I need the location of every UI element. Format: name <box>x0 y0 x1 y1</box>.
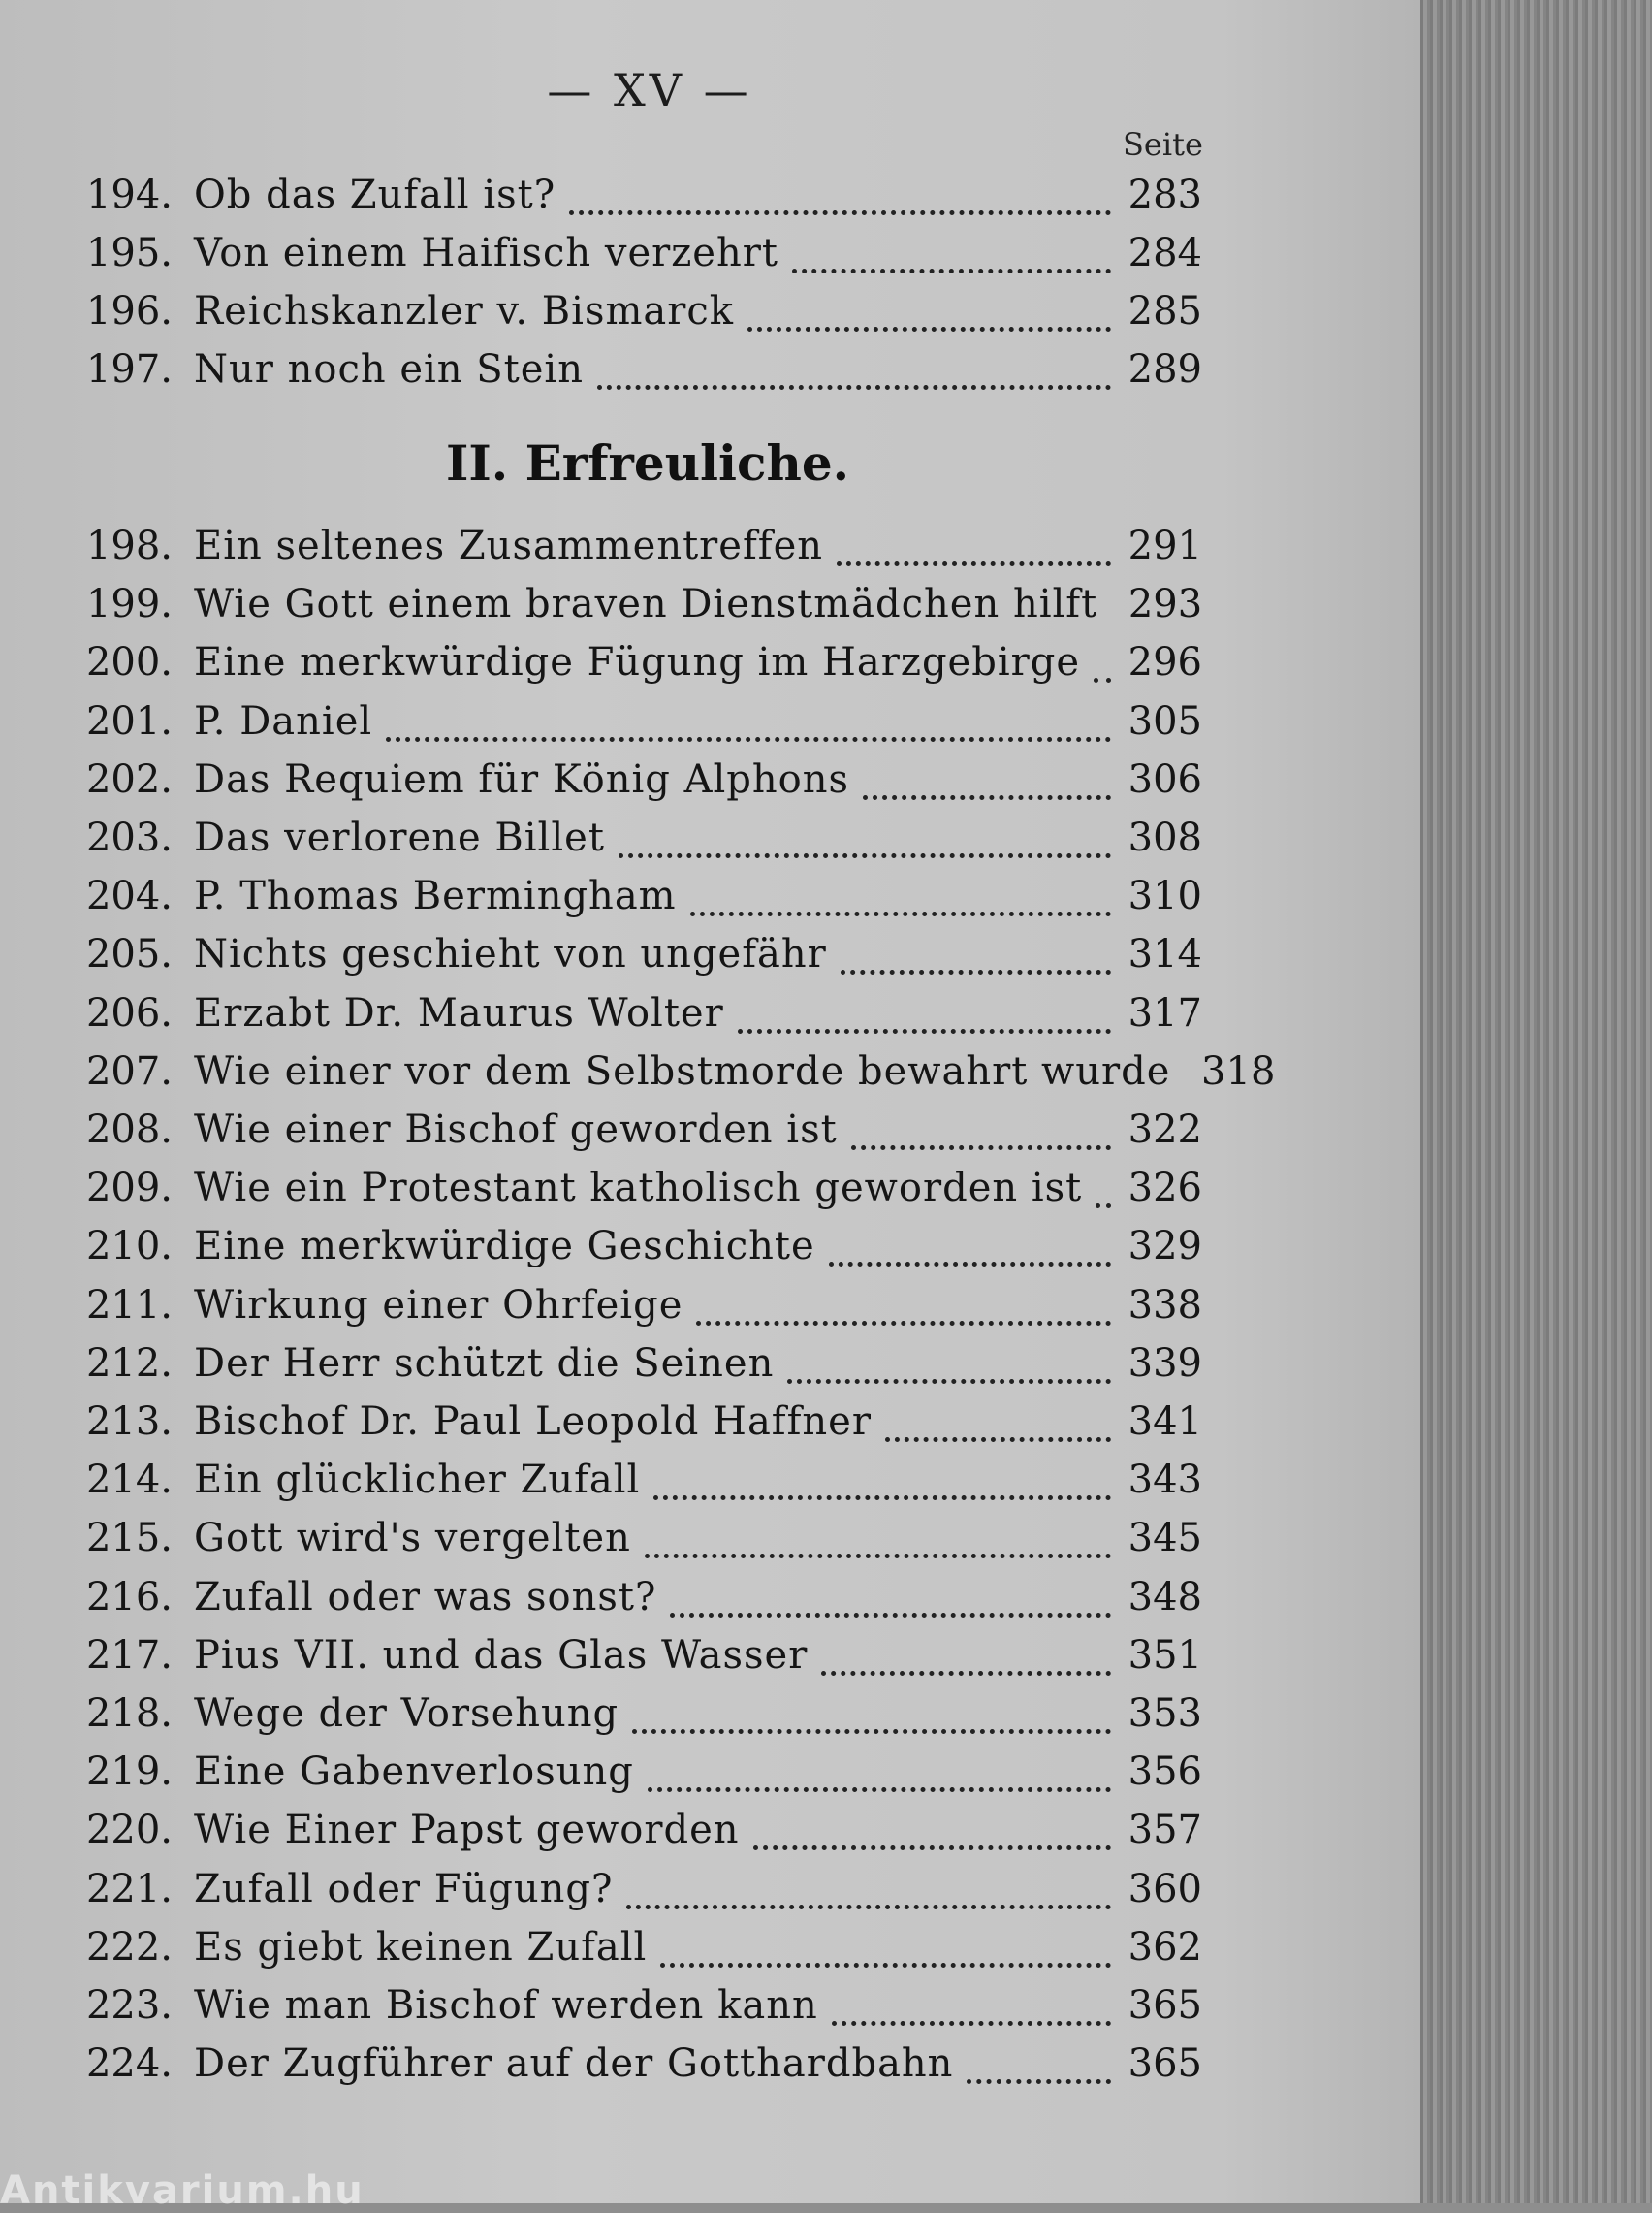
toc-entry-title: Gott wird's vergelten <box>194 1516 631 1561</box>
toc-entry-page: 308 <box>1128 816 1202 860</box>
toc-leader-dots <box>696 1320 1111 1326</box>
toc-entry-number: 219. <box>85 1749 173 1795</box>
toc-entry <box>58 582 1202 636</box>
toc-entry-page: 289 <box>1128 347 1202 392</box>
toc-entry <box>58 1925 1202 1979</box>
toc-entry-number: 205. <box>85 932 173 978</box>
toc-entry-title: Wie einer vor dem Selbstmorde bewahrt wurde <box>194 1048 1171 1094</box>
toc-entry <box>58 231 1202 285</box>
toc-entry-number: 196. <box>85 289 173 334</box>
toc-entry-page: 317 <box>1128 990 1202 1036</box>
toc-entry <box>58 816 1202 870</box>
toc-entry-number: 221. <box>85 1866 173 1911</box>
page-column-label: Seite <box>1123 126 1203 163</box>
toc-entry-title: Bischof Dr. Paul Leopold Haffner <box>194 1399 872 1444</box>
toc-entry-title: Erzabt Dr. Maurus Wolter <box>194 990 724 1036</box>
toc-entry-title: P. Thomas Bermingham <box>194 874 677 919</box>
toc-entry-title: Es giebt keinen Zufall <box>194 1924 648 1970</box>
toc-entry-title: Eine merkwürdige Fügung im Harzgebirge <box>194 640 1081 686</box>
toc-leader-dots <box>670 1612 1111 1618</box>
toc-entry <box>58 1341 1202 1395</box>
toc-entry-page: 291 <box>1128 524 1202 568</box>
toc-entry-page: 284 <box>1128 231 1202 275</box>
toc-leader-dots <box>851 1144 1111 1150</box>
toc-entry-number: 210. <box>85 1224 173 1269</box>
toc-entry-title: Wie Gott einem braven Dienstmädchen hilft <box>194 582 1098 627</box>
toc-leader-dots <box>653 1494 1111 1500</box>
toc-entry-title: Wie einer Bischof geworden ist <box>194 1107 838 1152</box>
toc-leader-dots <box>821 1670 1111 1676</box>
toc-entry <box>58 1224 1202 1278</box>
toc-entry-title: Wege der Vorsehung <box>194 1691 620 1736</box>
toc-entry-title: Der Herr schützt die Seinen <box>194 1340 775 1386</box>
toc-entry-page: 318 <box>1201 1048 1276 1094</box>
toc-entry-title: Zufall oder Fügung? <box>194 1866 614 1911</box>
toc-leader-dots <box>632 1728 1111 1734</box>
toc-entry <box>58 1808 1202 1862</box>
toc-entry <box>58 699 1202 754</box>
toc-entry-number: 197. <box>85 347 173 392</box>
toc-entry <box>58 1458 1202 1512</box>
toc-entry-page: 356 <box>1128 1749 1202 1795</box>
toc-entry-number: 216. <box>85 1574 173 1620</box>
toc-entry-title: Ein glücklicher Zufall <box>194 1458 641 1503</box>
toc-leader-dots <box>832 2020 1111 2026</box>
toc-leader-dots <box>690 911 1111 916</box>
toc-entry-page: 326 <box>1128 1166 1202 1211</box>
toc-entry-page: 305 <box>1128 698 1202 744</box>
toc-leader-dots <box>753 1844 1112 1850</box>
toc-entry-page: 362 <box>1128 1924 1202 1970</box>
toc-entry-title: P. Daniel <box>194 698 373 744</box>
toc-entry-title: Nichts geschieht von ungefähr <box>194 932 827 978</box>
toc-entry-page: 329 <box>1128 1224 1202 1269</box>
toc-entry <box>58 1867 1202 1921</box>
toc-entry-number: 206. <box>85 990 173 1036</box>
toc-entry <box>58 1575 1202 1629</box>
toc-leader-dots <box>841 969 1111 975</box>
toc-entry-number: 214. <box>85 1458 173 1503</box>
toc-entry <box>58 1983 1202 2037</box>
toc-entry-page: 345 <box>1128 1516 1202 1561</box>
toc-entry-number: 195. <box>85 231 173 275</box>
toc-entry-number: 218. <box>85 1691 173 1736</box>
toc-entry-page: 306 <box>1128 756 1202 802</box>
toc-entry-title: Das Requiem für König Alphons <box>194 756 850 802</box>
toc-entry-number: 215. <box>85 1516 173 1561</box>
toc-entry-page: 310 <box>1128 874 1202 919</box>
toc-entry-number: 204. <box>85 874 173 919</box>
toc-entry-title: Zufall oder was sonst? <box>194 1574 657 1620</box>
toc-entry-title: Der Zugführer auf der Gotthardbahn <box>194 2041 954 2087</box>
toc-entry-page: 314 <box>1128 932 1202 978</box>
toc-entry-number: 220. <box>85 1808 173 1853</box>
section-heading: II. Erfreuliche. <box>446 434 850 492</box>
toc-entry <box>58 1633 1202 1687</box>
toc-leader-dots <box>619 852 1111 858</box>
toc-entry-number: 194. <box>85 173 173 217</box>
toc-entry-number: 201. <box>85 698 173 744</box>
toc-entry-page: 293 <box>1128 582 1203 627</box>
toc-entry <box>58 640 1202 694</box>
toc-entry <box>58 757 1202 812</box>
toc-leader-dots <box>829 1261 1111 1267</box>
toc-entry-title: Von einem Haifisch verzehrt <box>194 231 778 275</box>
toc-entry <box>58 874 1202 928</box>
toc-entry-page: 348 <box>1128 1574 1202 1620</box>
toc-entry-number: 217. <box>85 1632 173 1678</box>
toc-leader-dots <box>626 1904 1111 1909</box>
toc-entry <box>58 173 1202 227</box>
watermark: Antikvarium.hu <box>0 2168 365 2213</box>
toc-entry-title: Ein seltenes Zusammentreffen <box>194 524 824 568</box>
toc-entry-page: 360 <box>1128 1866 1202 1911</box>
toc-entry <box>58 1691 1202 1746</box>
toc-leader-dots <box>967 2078 1111 2084</box>
toc-leader-dots <box>747 326 1111 332</box>
toc-entry <box>58 1107 1202 1162</box>
toc-entry-title: Reichskanzler v. Bismarck <box>194 289 735 334</box>
toc-entry <box>58 932 1202 986</box>
toc-entry-number: 199. <box>85 582 173 627</box>
toc-entry <box>58 524 1202 578</box>
toc-entry <box>58 1283 1202 1337</box>
book-binding-edge <box>1420 0 1652 2203</box>
toc-entry-number: 222. <box>85 1924 173 1970</box>
toc-entry <box>58 1048 1276 1104</box>
toc-entry-page: 351 <box>1128 1632 1202 1678</box>
toc-entry-page: 343 <box>1128 1458 1202 1503</box>
toc-entry-page: 341 <box>1128 1399 1202 1444</box>
toc-entry-number: 211. <box>85 1282 173 1328</box>
toc-leader-dots <box>1094 677 1111 683</box>
toc-entry-page: 339 <box>1128 1340 1202 1386</box>
toc-entry-title: Wirkung einer Ohrfeige <box>194 1282 683 1328</box>
toc-entry-title: Nur noch ein Stein <box>194 347 584 392</box>
toc-entry-title: Wie man Bischof werden kann <box>194 1983 818 2028</box>
toc-entry-title: Wie ein Protestant katholisch geworden ist <box>194 1166 1083 1211</box>
toc-leader-dots <box>386 736 1111 742</box>
toc-entry-number: 212. <box>85 1340 173 1386</box>
toc-entry <box>58 1399 1202 1454</box>
toc-entry <box>58 2041 1202 2096</box>
toc-leader-dots <box>569 209 1111 215</box>
toc-entry-title: Ob das Zufall ist? <box>194 173 556 217</box>
toc-entry-page: 283 <box>1128 173 1202 217</box>
toc-entry-number: 198. <box>85 524 173 568</box>
toc-entry-title: Pius VII. und das Glas Wasser <box>194 1632 809 1678</box>
toc-entry-page: 322 <box>1128 1107 1202 1152</box>
toc-leader-dots <box>648 1786 1111 1792</box>
toc-leader-dots <box>660 1962 1111 1968</box>
toc-entry-title: Das verlorene Billet <box>194 816 605 860</box>
toc-entry-page: 338 <box>1128 1282 1202 1328</box>
toc-entry <box>58 289 1202 343</box>
toc-entry-number: 223. <box>85 1983 173 2028</box>
toc-entry-title: Eine merkwürdige Geschichte <box>194 1224 815 1269</box>
toc-leader-dots <box>863 794 1111 800</box>
toc-entry-page: 365 <box>1128 2041 1202 2087</box>
page-header: — XV — <box>547 64 752 116</box>
toc-leader-dots <box>645 1553 1111 1558</box>
toc-leader-dots <box>837 561 1111 566</box>
toc-entry-number: 200. <box>85 640 173 686</box>
toc-entry-title: Wie Einer Papst geworden <box>194 1808 740 1853</box>
toc-leader-dots <box>738 1028 1111 1034</box>
toc-entry-number: 207. <box>85 1048 173 1094</box>
toc-entry <box>58 1516 1202 1570</box>
toc-leader-dots <box>792 268 1111 273</box>
toc-entry <box>58 1749 1202 1804</box>
toc-entry-page: 357 <box>1128 1808 1202 1853</box>
toc-entry-page: 365 <box>1128 1983 1202 2028</box>
toc-entry <box>58 991 1202 1045</box>
toc-entry <box>58 347 1202 401</box>
toc-entry-number: 203. <box>85 816 173 860</box>
toc-entry-number: 209. <box>85 1166 173 1211</box>
toc-entry-number: 202. <box>85 756 173 802</box>
toc-leader-dots <box>787 1378 1111 1384</box>
toc-entry-number: 208. <box>85 1107 173 1152</box>
toc-entry-page: 285 <box>1128 289 1202 334</box>
toc-leader-dots <box>1096 1203 1111 1208</box>
toc-entry-page: 353 <box>1128 1691 1202 1736</box>
toc-entry-number: 213. <box>85 1399 173 1444</box>
toc-leader-dots <box>885 1436 1111 1442</box>
toc-entry-title: Eine Gabenverlosung <box>194 1749 634 1795</box>
toc-entry-page: 296 <box>1128 640 1202 686</box>
toc-entry <box>58 1166 1202 1220</box>
toc-leader-dots <box>597 384 1111 390</box>
toc-entry-number: 224. <box>85 2041 173 2087</box>
